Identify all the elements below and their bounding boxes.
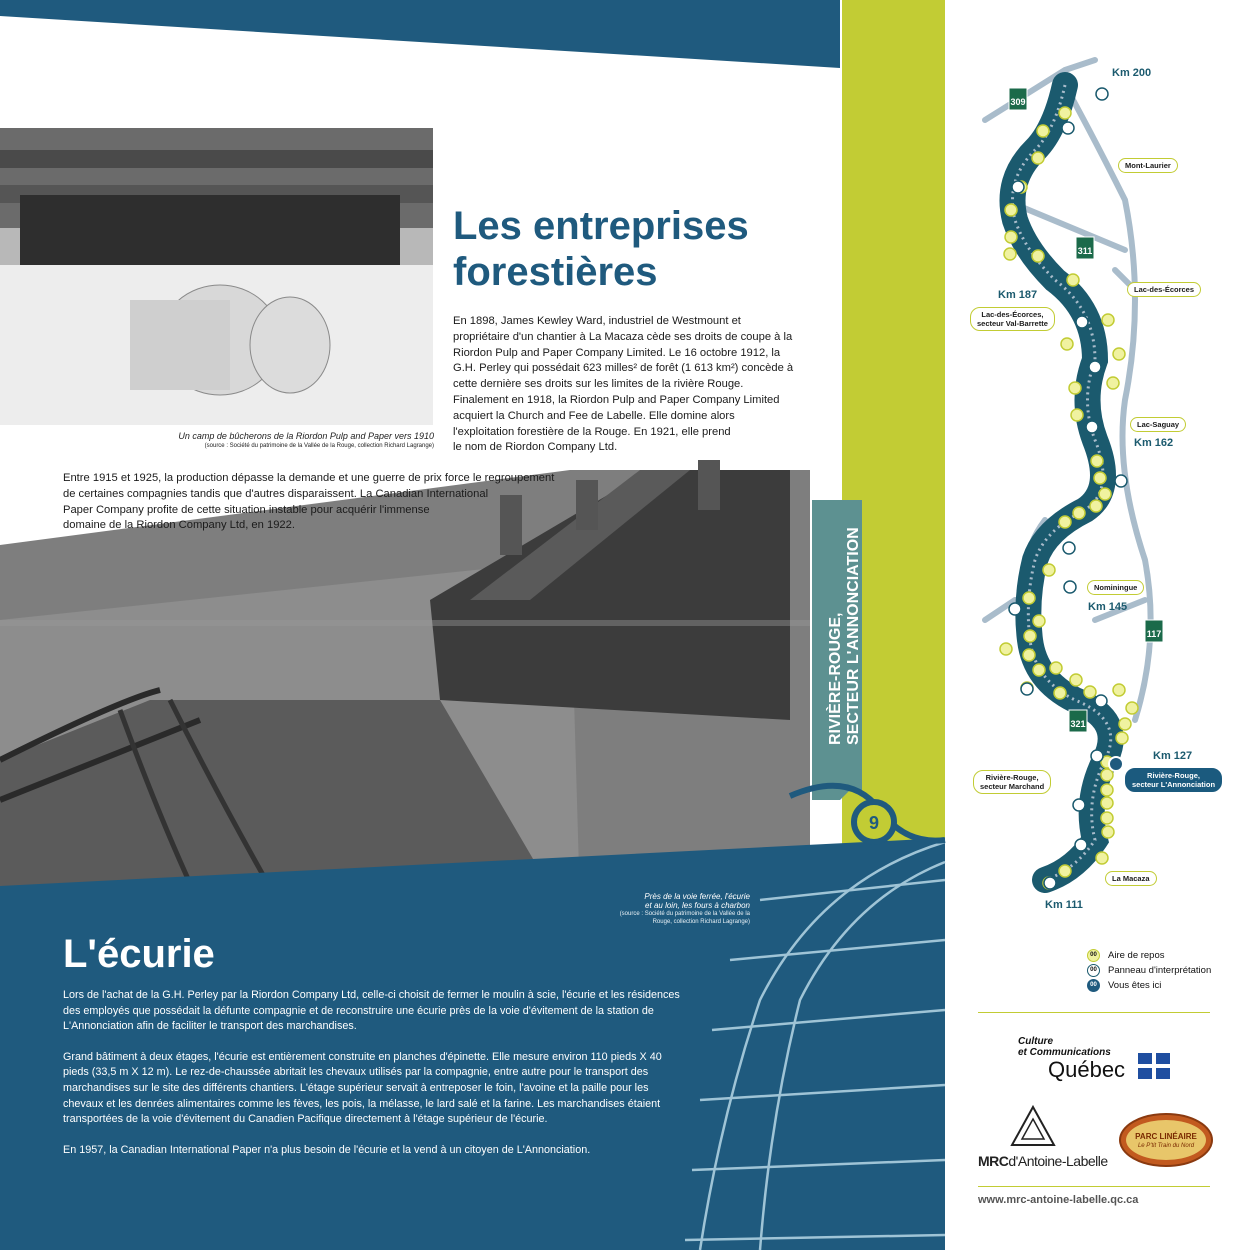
parc-lineaire-logo [1118,1112,1214,1168]
shield-309: 309 [1010,97,1026,107]
panel-number: 9 [868,813,880,833]
intro-line: Riordon Pulp and Paper Company Limited. Le 16 octobre 1912, la [453,346,781,359]
panel-icon: 00 [1087,964,1100,977]
shield-117: 117 [1146,629,1162,639]
shield-321: 321 [1070,719,1086,729]
rest-area-icon: 00 [1087,949,1100,962]
km-187-label: Km 187 [998,289,1038,301]
town-lac-saguay: Lac-Saguay [1130,417,1186,432]
intro-line: acquiert la Church and Fee de Labelle. Elle domine alors [453,409,735,422]
legend-you-are-here [1087,978,1211,993]
photo2-source: (source : Société du patrimoine de la Vallée de la Rouge, collection Richard Lagrange) [619,911,750,925]
sector-line-2: SECTEUR L'ANNONCIATION [845,527,862,745]
website-url[interactable]: www.mrc-antoine-labelle.qc.ca [978,1194,1139,1206]
divider [978,1186,1210,1187]
intro-line: propriétaire d'un chantier à La Macaza cède ses droits de coupe à la [453,330,793,343]
culture-line: Culture [1018,1036,1053,1047]
you-are-here-dot [1109,757,1123,771]
sector-line-1: RIVIÈRE-ROUGE, [827,612,844,745]
intro-paragraph [453,314,798,456]
photo2-caption [600,892,750,926]
legend-rest-area [1087,948,1211,963]
mrc-prefix: MRC [978,1153,1009,1169]
section2-body [63,988,688,1173]
you-are-here-icon: 00 [1087,979,1100,992]
map-legend [1087,948,1211,993]
km-162-label: Km 162 [1134,437,1174,449]
section2-title: L'écurie [63,932,215,976]
title-line-2: forestières [453,250,658,294]
town-nominingue: Nominingue [1087,580,1144,595]
intro-line: G.H. Perley qui possédait 623 milles² de forêt (1 613 km²) concède à [453,362,794,375]
photo2-caption-line: Près de la voie ferrée, l'écurie [644,892,750,901]
culture-line: et Communications [1018,1047,1111,1058]
intro-line: En 1898, James Kewley Ward, industriel de Westmount et [453,315,741,327]
quebec-wordmark: Québec [1048,1057,1126,1082]
town-lac-des-ecorces: Lac-des-Écorces [1127,282,1201,297]
legend-you-are-here-label: Vous êtes ici [1108,980,1162,991]
town-val-barrette-line: Lac-des-Écorces, [981,310,1044,319]
quebec-flag-icon [1138,1053,1170,1079]
parc-line-1: PARC LINÉAIRE [1135,1132,1197,1141]
photo2-caption-line: et au loin, les fours à charbon [645,901,750,910]
lumber-camp-photo [0,128,433,425]
mrc-logo-icon [1010,1105,1056,1147]
context-paragraph [63,471,563,534]
intro-line: le nom de Riordon Company Ltd. [453,441,618,454]
section2-paragraph: Grand bâtiment à deux étages, l'écurie est entièrement construite en planches d'épinette. Elle mesure environ 110 pieds X 40 pieds (33,5 m X 12 m). Le rez-de-chaussée abritait les chevaux utilisés par la compagnie, entre autre pour le transport des marchandises sur le site des différents chantiers. L'étage supérieur servait à entreposer le foin, l'avoine et la paille pour les chevaux et les denrées alimentaires comme les fèves, les pois, la mélasse, le lard salé et la farine. Les marchandises étaient transportées de la voie d'évitement du Canadien Pacifique directement à l'étage supérieur de l'écurie. [63,1050,662,1126]
km-111-label: Km 111 [1045,899,1083,911]
intro-line: cette dernière ses droits sur les limites de la rivière Rouge. [453,378,744,391]
top-blue-band [0,0,840,68]
km-200-label: Km 200 [1112,67,1152,79]
legend-panel [1087,963,1211,978]
mrc-suffix: d'Antoine-Labelle [1008,1153,1108,1169]
town-mont-laurier: Mont-Laurier [1118,158,1178,173]
town-la-macaza: La Macaza [1105,871,1157,886]
photo1-caption-text: Un camp de bûcherons de la Riordon Pulp and Paper vers 1910 [178,431,434,441]
mrc-logo-text [978,1153,1108,1169]
photo1-caption [150,431,434,450]
culture-logo-text [1018,1036,1111,1058]
context-line: Paper Company profite de cette situation instable pour acquérir l'immense [63,503,430,516]
town-marchand-line: Rivière-Rouge, [985,773,1039,782]
intro-line: l'exploitation forestière de la Rouge. En 1921, elle prend [453,425,731,438]
shield-311: 311 [1077,246,1093,256]
divider [978,1012,1210,1013]
town-annonciation [1125,768,1222,792]
legend-panel-label: Panneau d'interprétation [1108,965,1212,976]
vertical-title-area [800,100,945,833]
page-title [453,203,783,295]
town-val-barrette-line: secteur Val-Barrette [977,319,1048,328]
intro-line: Finalement en 1918, la Riordon Pulp and Paper Company Limited [453,393,780,406]
section2-paragraph: Lors de l'achat de la G.H. Perley par la Riordon Company Ltd, celle-ci choisit de fermer le moulin à scie, l'écurie et les résidences des employés que possédait la défunte compagnie et de reconstruire une écurie près de la voie d'évitement de la station de L'Annonciation afin de faciliter le transport des marchandises. [63,989,680,1033]
km-145-label: Km 145 [1088,601,1128,613]
title-line-1: Les entreprises [453,204,749,248]
photo1-source: (source : Société du patrimoine de la Vallée de la Rouge, collection Richard Lagrange) [204,443,434,449]
town-val-barrette [970,307,1055,331]
km-127-label: Km 127 [1153,750,1193,762]
town-marchand-line: secteur Marchand [980,782,1045,791]
town-annonciation-line: Rivière-Rouge, [1147,771,1200,780]
context-line: de certaines compagnies tandis que d'autres disparaissent. La Canadian International [63,487,489,500]
section2-paragraph: En 1957, la Canadian International Paper n'a plus besoin de l'écurie et la vend à un citoyen de L'Annonciation. [63,1143,591,1156]
town-marchand [973,770,1051,794]
context-line: domaine de la Riordon Company Ltd, en 1922. [63,519,295,532]
trail-map [945,0,1250,940]
town-annonciation-line: secteur L'Annonciation [1132,780,1216,789]
legend-rest-area-label: Aire de repos [1108,950,1165,961]
context-line: Entre 1915 et 1925, la production dépasse la demande et une guerre de prix force le regroupement [63,472,555,484]
parc-line-2: Le P'tit Train du Nord [1137,1143,1195,1149]
